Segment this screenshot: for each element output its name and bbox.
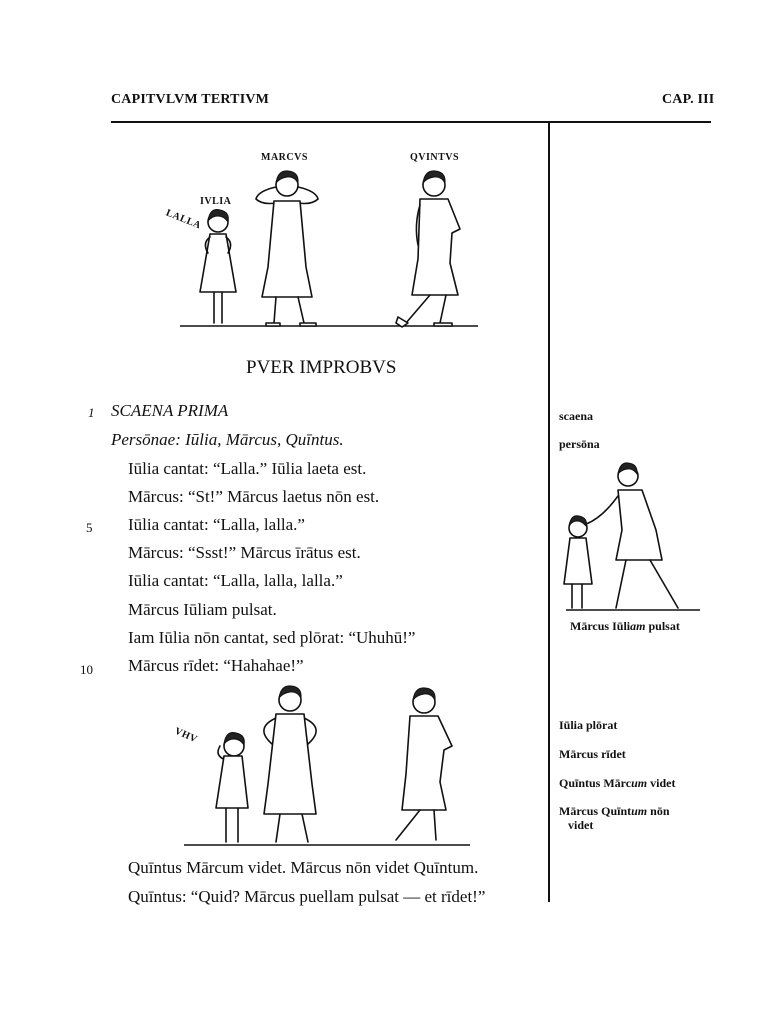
personae-line: Persōnae: Iūlia, Mārcus, Quīntus. (111, 430, 344, 449)
header-rule (111, 121, 711, 123)
margin-note-persona: persōna (559, 437, 600, 451)
sound-vhv: VHV (172, 725, 199, 746)
figure-marcus (256, 171, 318, 326)
illustration-scene-1 (170, 165, 490, 335)
note-ending: um (631, 776, 648, 790)
margin-illustration-pulsat (560, 462, 710, 614)
note-text-end: videt (647, 776, 676, 790)
figure-iulia-small (564, 516, 592, 608)
note-text: Quīntus Mārc (559, 776, 632, 790)
margin-note (559, 776, 675, 791)
figure-quintus-watching (396, 688, 452, 840)
margin-caption (570, 619, 680, 634)
text-line: Mārcus rīdet: “Hahahae!” (128, 656, 304, 675)
text-line: Quīntus Mārcum videt. Mārcus nōn videt Quīntum. (128, 858, 479, 877)
chapter-title: CAPITVLVM TERTIVM (111, 92, 270, 107)
figure-iulia (200, 209, 236, 323)
text-line: Mārcus Iūliam pulsat. (128, 600, 277, 619)
margin-note (559, 747, 626, 762)
figure-iulia-crying (216, 732, 248, 842)
figure-marcus-small (586, 463, 678, 608)
note-text: Mārcus Quīnt (559, 804, 632, 818)
line-number-1: 1 (88, 405, 95, 420)
caption-text-end: pulsat (645, 619, 680, 633)
figure-marcus-laughing (264, 686, 316, 842)
text-line: Iūlia cantat: “Lalla.” Iūlia laeta est. (128, 459, 367, 478)
label-iulia: IVLIA (200, 196, 232, 207)
margin-note (559, 718, 617, 733)
text-line: Quīntus: “Quid? Mārcus puellam pulsat — et rīdet!” (128, 887, 486, 906)
text-line: Iūlia cantat: “Lalla, lalla.” (128, 515, 305, 534)
margin-note-continuation: videt (568, 818, 594, 832)
caption-text: Mārcus Iūli (570, 619, 631, 633)
margin-rule (548, 121, 550, 902)
chapter-number: CAP. III (662, 92, 715, 107)
caption-ending: am (630, 619, 646, 633)
note-text: Iūlia plōrat (559, 718, 618, 732)
margin-note (559, 804, 670, 819)
text-line: Iūlia cantat: “Lalla, lalla, lalla.” (128, 571, 343, 590)
line-number-10: 10 (80, 662, 93, 677)
text-line: Mārcus: “Ssst!” Mārcus īrātus est. (128, 543, 361, 562)
reading-title: PVER IMPROBVS (246, 357, 397, 378)
note-ending: um (631, 804, 648, 818)
label-quintus: QVINTVS (410, 152, 460, 163)
scene-heading: SCAENA PRIMA (111, 401, 229, 420)
text-line: Mārcus: “St!” Mārcus laetus nōn est. (128, 487, 380, 506)
line-number-5: 5 (86, 520, 93, 535)
label-marcus: MARCVS (261, 152, 308, 163)
illustration-scene-2 (180, 684, 500, 852)
margin-note-scaena: scaena (559, 409, 593, 423)
figure-quintus (396, 171, 460, 327)
note-text-end: nōn (647, 804, 670, 818)
sound-lalla: LALLA (164, 207, 203, 232)
text-line: Iam Iūlia nōn cantat, sed plōrat: “Uhuhū!” (128, 628, 416, 647)
note-text: Mārcus rīdet (559, 747, 626, 761)
